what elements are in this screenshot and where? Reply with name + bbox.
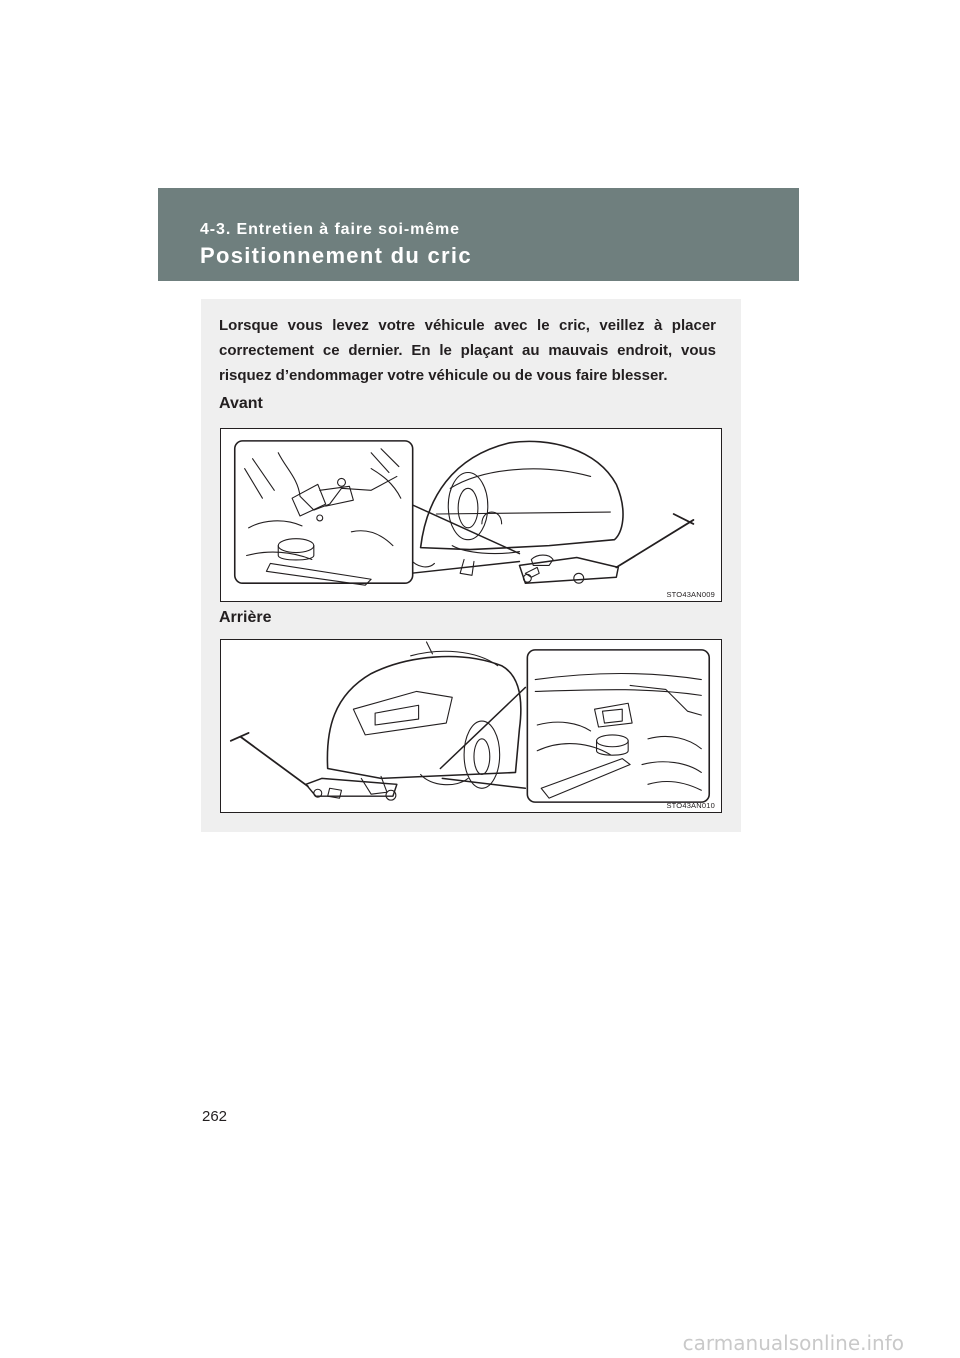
section-header [158, 188, 799, 281]
intro-text: Lorsque vous levez votre véhicule avec le cric, veillez à placer correctement ce dernier. En le plaçant au mauvais endroit, vous risquez d’endommager votre véhicule ou de vous faire blesser. [219, 317, 716, 384]
page-title: Positionnement du cric [200, 243, 472, 268]
front-jack-illustration [221, 429, 721, 601]
rear-heading: Arrière [219, 609, 272, 626]
content-box [201, 299, 741, 832]
front-jack-figure [220, 428, 722, 602]
front-heading: Avant [219, 395, 263, 412]
watermark-text: carmanualsonline.info [682, 1331, 904, 1355]
section-label: 4-3. Entretien à faire soi-même [200, 221, 460, 238]
figure-code: STO43AN010 [666, 801, 715, 810]
page-number: 262 [202, 1108, 228, 1125]
rear-jack-figure [220, 639, 722, 813]
figure-code: STO43AN009 [666, 590, 715, 599]
rear-jack-illustration [221, 640, 721, 812]
